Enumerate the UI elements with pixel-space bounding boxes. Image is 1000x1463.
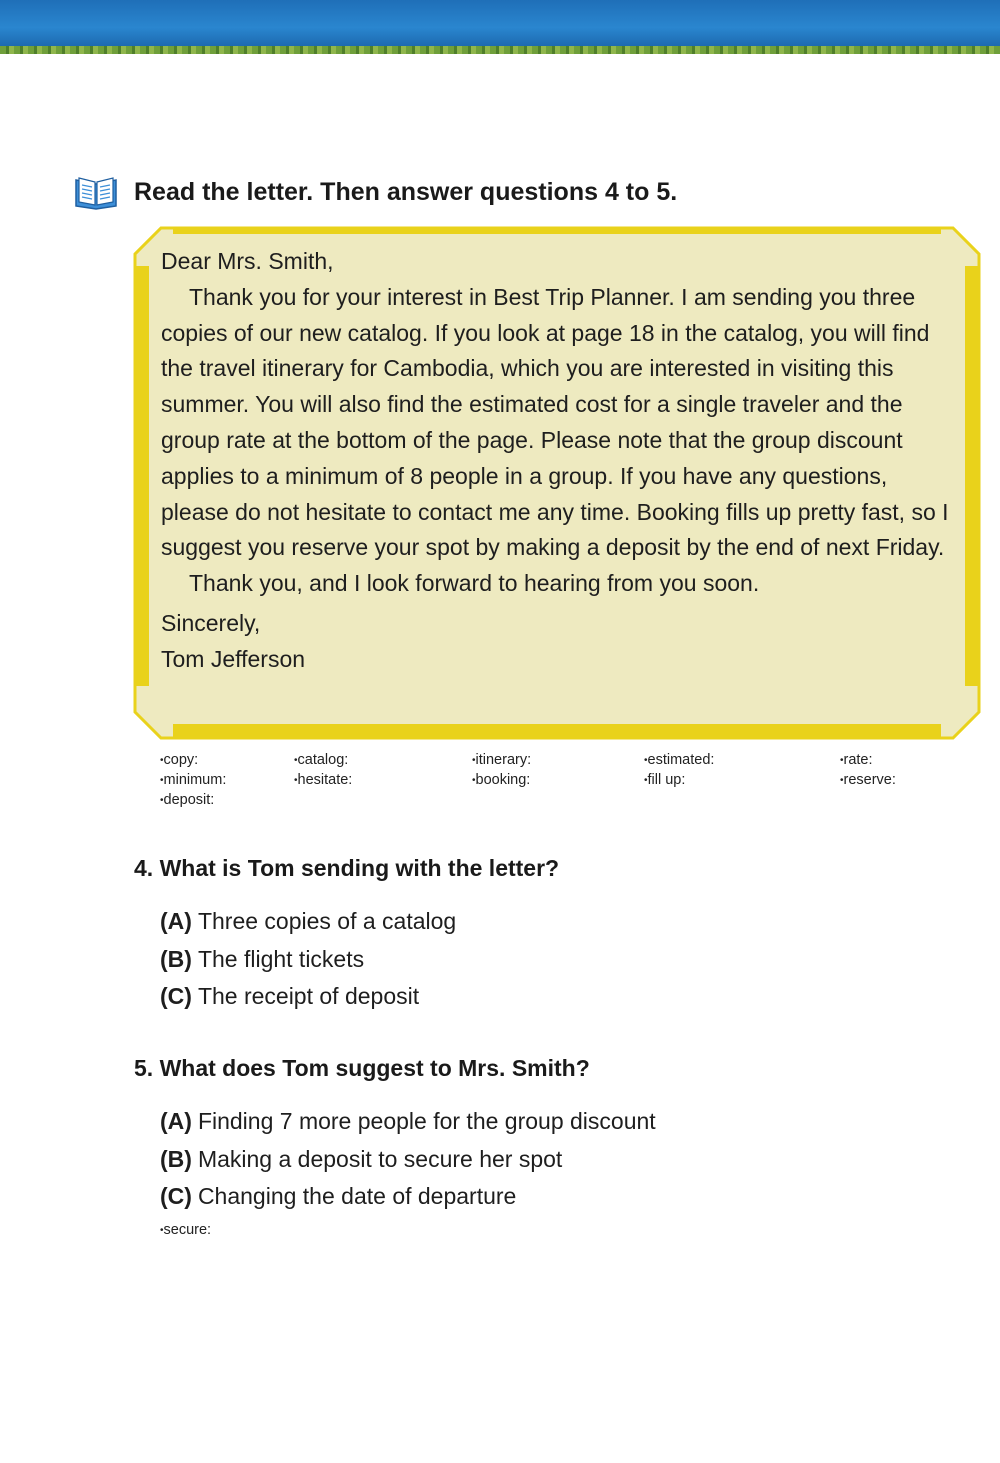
option-4c[interactable] — [160, 978, 456, 1016]
option-5a[interactable] — [160, 1103, 656, 1141]
open-book-icon — [74, 174, 118, 210]
option-text: Three copies of a catalog — [197, 908, 457, 934]
option-letter: (A) — [160, 908, 192, 934]
vocab-item: • rate: — [840, 752, 873, 768]
vocab-item: • reserve: — [840, 772, 896, 788]
vocab-item: • catalog: — [294, 752, 348, 768]
letter-closing-line: Thank you, and I look forward to hearing from you soon. — [189, 570, 760, 597]
option-5b[interactable] — [160, 1141, 656, 1179]
vocab-item: • fill up: — [644, 772, 685, 788]
vocab-item: • copy: — [160, 752, 198, 768]
question-5: 5. What does Tom suggest to Mrs. Smith? — [134, 1055, 590, 1081]
question-4-options — [160, 903, 456, 1016]
instruction-heading — [74, 172, 874, 212]
instruction-text: Read the letter. Then answer questions 4 to 5. — [134, 177, 678, 206]
option-letter: (C) — [160, 983, 192, 1009]
vocab-item: • booking: — [472, 772, 530, 788]
option-4a[interactable] — [160, 903, 456, 941]
vocab-item: • deposit: — [160, 792, 214, 808]
letter-greeting: Dear Mrs. Smith, — [161, 248, 334, 274]
vocab-note-secure: • secure: — [160, 1222, 211, 1238]
vocab-item: • itinerary: — [472, 752, 531, 768]
option-4b[interactable] — [160, 941, 456, 979]
option-text: Finding 7 more people for the group discount — [197, 1108, 656, 1134]
option-text: The flight tickets — [197, 945, 365, 972]
letter-content — [161, 244, 961, 678]
question-4: 4. What is Tom sending with the letter? — [134, 855, 560, 881]
option-letter: (B) — [160, 1145, 192, 1172]
letter-body: Thank you for your interest in Best Trip Planner. I am sending you three copies of our new catalog. If you look at page 18 in the catalog, you will find the travel itinerary for Cambodia, which you are interested in visiting this summer. You will also find the estimated cost for a single traveler and the group rate at the bottom of the page. Please note that the group discount applies to a minimum of 8 people in a group. If you have any questions, please do not hesitate to contact me any time. Booking fills up pretty fast, so I suggest you reserve your spot by making a deposit by the end of next Friday. — [161, 283, 949, 561]
question-5-options — [160, 1103, 656, 1216]
top-stripe — [0, 46, 1000, 54]
vocabulary-list — [160, 752, 960, 812]
vocab-item: • estimated: — [644, 752, 714, 768]
option-letter: (B) — [160, 945, 192, 972]
letter-box — [133, 226, 981, 740]
vocab-item: • hesitate: — [294, 772, 352, 788]
option-text: The receipt of deposit — [197, 983, 420, 1009]
option-5c[interactable] — [160, 1178, 656, 1216]
letter-signature: Tom Jefferson — [161, 645, 306, 672]
letter-signoff: Sincerely, — [161, 609, 261, 636]
option-text: Making a deposit to secure her spot — [197, 1145, 563, 1172]
top-banner — [0, 0, 1000, 46]
option-text: Changing the date of departure — [197, 1183, 517, 1209]
vocab-item: • minimum: — [160, 772, 226, 788]
option-letter: (C) — [160, 1183, 192, 1209]
option-letter: (A) — [160, 1108, 192, 1134]
